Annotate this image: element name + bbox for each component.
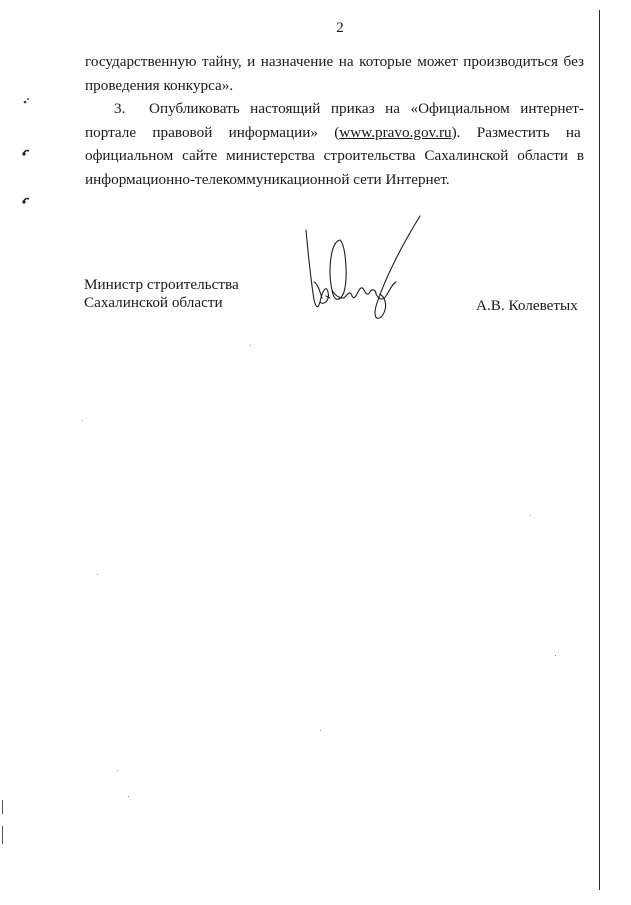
text-line: проведения конкурса». [85,76,234,94]
body-paragraphs [85,50,584,191]
text-line [85,121,584,145]
text-line: информационно-телекоммуникационной сети Интернет. [85,170,450,188]
signer-name: А.В. Колеветых [476,297,578,314]
position-line: Министр строительства [84,276,239,293]
scan-speck [97,574,98,575]
scan-mark [2,826,3,844]
text-line [85,97,584,121]
page-edge-line [599,10,600,890]
scan-speck [320,730,321,731]
item-text: Опубликовать настоящий приказ на «Официальном интернет- [149,100,584,117]
scan-speck [128,796,129,797]
scan-speck [82,420,83,421]
link-prefix: портале правовой информации» ( [85,123,340,141]
link-suffix: ). Разместить на [451,123,581,141]
scan-speck [250,345,251,346]
pravo-link[interactable]: www.pravo.gov.ru [339,123,452,141]
scan-speck [117,770,118,771]
scan-mark [2,800,3,814]
punch-hole-icon [20,146,32,158]
text-line: официальном сайте министерства строительства Сахалинской области в [85,147,584,164]
scan-speck [555,655,556,656]
punch-hole-icon [20,95,32,107]
handwritten-signature [300,212,430,324]
page-number: 2 [336,20,344,36]
punch-hole-icon [20,194,32,206]
text-line: государственную тайну, и назначение на которые может производиться без [85,53,584,70]
scan-speck [530,515,531,516]
signer-position [84,276,239,312]
item-number: 3. [114,100,126,117]
position-line: Сахалинской области [84,294,223,311]
